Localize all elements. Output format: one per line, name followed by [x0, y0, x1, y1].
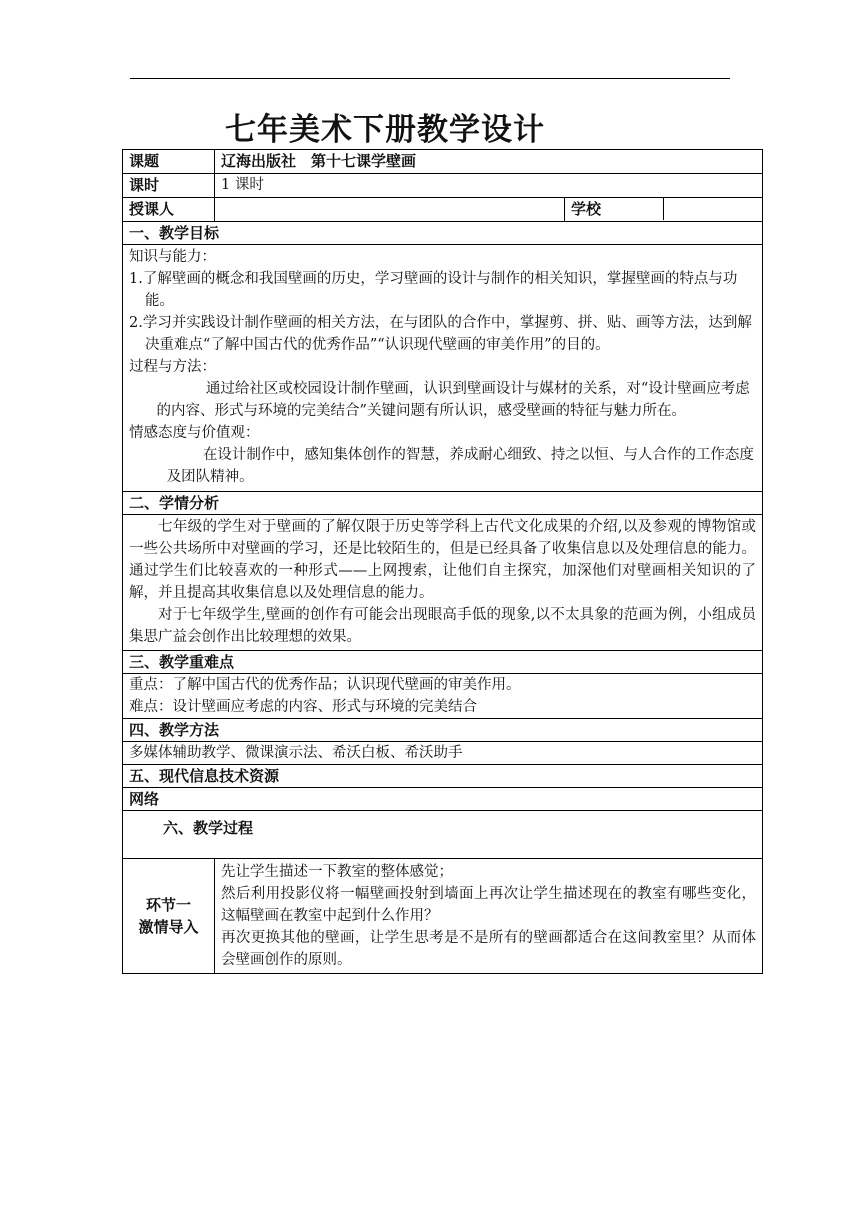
stage1-content: [215, 859, 763, 974]
methods-text: 多媒体辅助教学、微课演示法、希沃白板、希沃助手: [123, 742, 763, 765]
stage1-line-3: 再次更换其他的壁画，让学生思考是不是所有的壁画都适合在这间教室里？从而体会壁画创作的原则。: [221, 930, 757, 968]
focus-text: 重点：了解中国古代的优秀作品；认识现代壁画的审美作用。: [129, 677, 521, 693]
school-label: 学校: [565, 198, 664, 220]
goals-heading-row: [123, 222, 763, 245]
keypoints-heading-row: [123, 651, 763, 674]
stage1-label: [123, 859, 215, 974]
analysis-body-row: [123, 515, 763, 651]
process-stage1-row: [123, 859, 763, 974]
lesson-plan-table: [122, 149, 763, 974]
goals-body-row: [123, 245, 763, 492]
resources-text: 网络: [123, 788, 763, 811]
analysis-body: [123, 515, 763, 651]
knowledge-label: 知识与能力：: [129, 249, 216, 265]
process-heading: 六、教学过程: [123, 811, 763, 859]
analysis-heading: 二、学情分析: [123, 492, 763, 515]
resources-heading-row: [123, 765, 763, 788]
stage1-line-1: 先让学生描述一下教室的整体感觉；: [221, 864, 453, 880]
topic-value: 辽海出版社 第十七课学壁画: [215, 150, 763, 174]
teacher-value: [215, 198, 565, 222]
teacher-row: [123, 198, 763, 222]
period-label: 课时: [123, 174, 215, 198]
process-label: 过程与方法：: [129, 359, 216, 375]
methods-body-row: [123, 742, 763, 765]
resources-heading: 五、现代信息技术资源: [123, 765, 763, 788]
process-heading-row: [123, 811, 763, 859]
school-value: [664, 198, 762, 220]
keypoints-body-row: [123, 674, 763, 719]
resources-body-row: [123, 788, 763, 811]
analysis-paragraph-2: 对于七年级学生,壁画的创作有可能会出现眼高手低的现象,以不太具象的范画为例，小组成员集思广益会创作出比较理想的效果。: [129, 607, 757, 645]
topic-label: 课题: [123, 150, 215, 174]
methods-heading: 四、教学方法: [123, 719, 763, 742]
stage1-label-line1: 环节一: [145, 896, 191, 914]
analysis-heading-row: [123, 492, 763, 515]
document-title: 七年美术下册教学设计: [225, 112, 545, 148]
process-text: 通过给社区或校园设计制作壁画，认识到壁画设计与媒材的关系，对“设计壁画应考虑的内容、形式与环境的完美结合”关键问题有所认识，感受壁画的特征与魅力所在。: [156, 381, 750, 419]
difficulty-text: 难点：设计壁画应考虑的内容、形式与环境的完美结合: [129, 699, 477, 715]
goals-heading: 一、教学目标: [123, 222, 763, 245]
period-value: 1 课时: [215, 174, 763, 198]
analysis-paragraph-1: 七年级的学生对于壁画的了解仅限于历史等学科上古代文化成果的介绍,以及参观的博物馆或一些公共场所中对壁画的学习，还是比较陌生的，但是已经具备了收集信息以及处理信息的能力。通过学生们比较喜欢的一种形式——上网搜索，让他们自主探究，加深他们对壁画相关知识的了解，并且提高其收集信息以及处理信息的能力。: [129, 519, 757, 601]
stage1-label-line2: 激情导入: [138, 918, 199, 936]
period-row: [123, 174, 763, 198]
header-rule: [130, 78, 730, 79]
knowledge-item-2: 2.学习并实践设计制作壁画的相关方法，在与团队的合作中，掌握剪、拼、贴、画等方法，达到解决重难点“了解中国古代的优秀作品”“认识现代壁画的审美作用”的目的。: [129, 315, 752, 353]
knowledge-item-1: 1.了解壁画的概念和我国壁画的历史，学习壁画的设计与制作的相关知识，掌握壁画的特点与功能。: [129, 271, 738, 309]
keypoints-heading: 三、教学重难点: [123, 651, 763, 674]
topic-row: [123, 150, 763, 174]
emotion-label: 情感态度与价值观：: [129, 425, 260, 441]
emotion-text: 在设计制作中，感知集体创作的智慧，养成耐心细致、持之以恒、与人合作的工作态度及团队精神。: [166, 447, 754, 485]
keypoints-body: [123, 674, 763, 719]
goals-body: [123, 245, 763, 492]
teacher-label: 授课人: [123, 198, 215, 222]
school-cell: [565, 198, 763, 222]
stage1-line-2: 然后利用投影仪将一幅壁画投射到墙面上再次让学生描述现在的教室有哪些变化，这幅壁画在教室中起到什么作用？: [221, 886, 757, 924]
methods-heading-row: [123, 719, 763, 742]
